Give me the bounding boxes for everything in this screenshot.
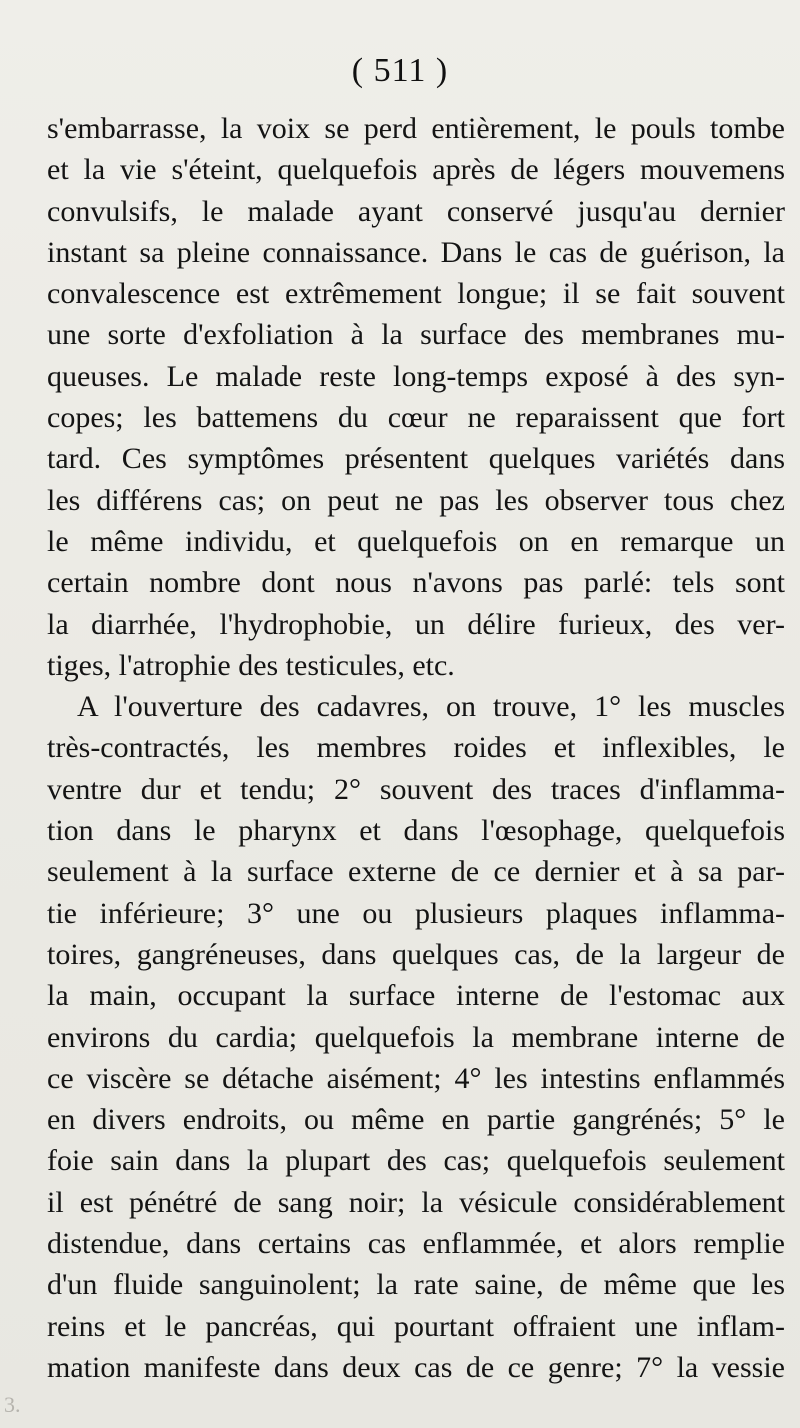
text-line: le même individu, et quelquefois on en remarque un	[47, 524, 785, 558]
text-line: mation manifeste dans deux cas de ce genre; 7° la vessie	[47, 1350, 785, 1384]
text-line: tard. Ces symptômes présentent quelques variétés dans	[47, 442, 785, 476]
text-line: ventre dur et tendu; 2° souvent des traces d'inflamma-	[47, 772, 785, 806]
text-line: convulsifs, le malade ayant conservé jusqu'au dernier	[47, 194, 785, 228]
text-line: seulement à la surface externe de ce dernier et à sa par-	[47, 855, 785, 889]
text-line: instant sa pleine connaissance. Dans le cas de guérison, la	[47, 235, 785, 269]
text-line: il est pénétré de sang noir; la vésicule considérablement	[47, 1185, 785, 1219]
text-line: copes; les battemens du cœur ne reparaissent que fort	[47, 401, 785, 435]
text-line: convalescence est extrêmement longue; il se fait souvent	[47, 277, 785, 311]
text-line: ce viscère se détache aisément; 4° les intestins enflammés	[47, 1061, 785, 1095]
text-line: tie inférieure; 3° une ou plusieurs plaques inflamma-	[47, 896, 785, 930]
text-line: s'embarrasse, la voix se perd entièrement, le pouls tombe	[47, 112, 785, 145]
text-line: tiges, l'atrophie des testicules, etc.	[47, 648, 455, 682]
text-line: environs du cardia; quelquefois la membrane interne de	[47, 1020, 785, 1054]
text-line: une sorte d'exfoliation à la surface des membranes mu-	[47, 318, 785, 352]
text-line: tion dans le pharynx et dans l'œsophage, quelquefois	[47, 814, 785, 848]
text-line: queuses. Le malade reste long-temps exposé à des syn-	[47, 359, 785, 393]
text-line: et la vie s'éteint, quelquefois après de légers mouvemens	[47, 153, 785, 187]
text-line: la diarrhée, l'hydrophobie, un délire furieux, des ver-	[47, 607, 785, 641]
text-line: d'un fluide sanguinolent; la rate saine, de même que les	[47, 1268, 785, 1302]
text-line: foie sain dans la plupart des cas; quelquefois seulement	[47, 1144, 785, 1178]
page-number: ( 511 )	[351, 52, 449, 89]
text-line: les différens cas; on peut ne pas les observer tous chez	[47, 483, 785, 517]
text-line: distendue, dans certains cas enflammée, et alors remplie	[47, 1227, 785, 1261]
margin-mark: 3.	[4, 1392, 21, 1417]
text-line: en divers endroits, ou même en partie gangrénés; 5° le	[47, 1103, 785, 1137]
text-line: la main, occupant la surface interne de l'estomac aux	[47, 979, 785, 1013]
text-line: toires, gangréneuses, dans quelques cas, de la largeur de	[47, 937, 785, 971]
paragraph-start-line: A l'ouverture des cadavres, on trouve, 1° les muscles	[77, 690, 785, 724]
body-text	[47, 108, 785, 1388]
text-line: reins et le pancréas, qui pourtant offraient une inflam-	[47, 1309, 785, 1343]
text-line: très-contractés, les membres roides et inflexibles, le	[47, 731, 785, 765]
text-line: certain nombre dont nous n'avons pas parlé: tels sont	[47, 566, 785, 600]
